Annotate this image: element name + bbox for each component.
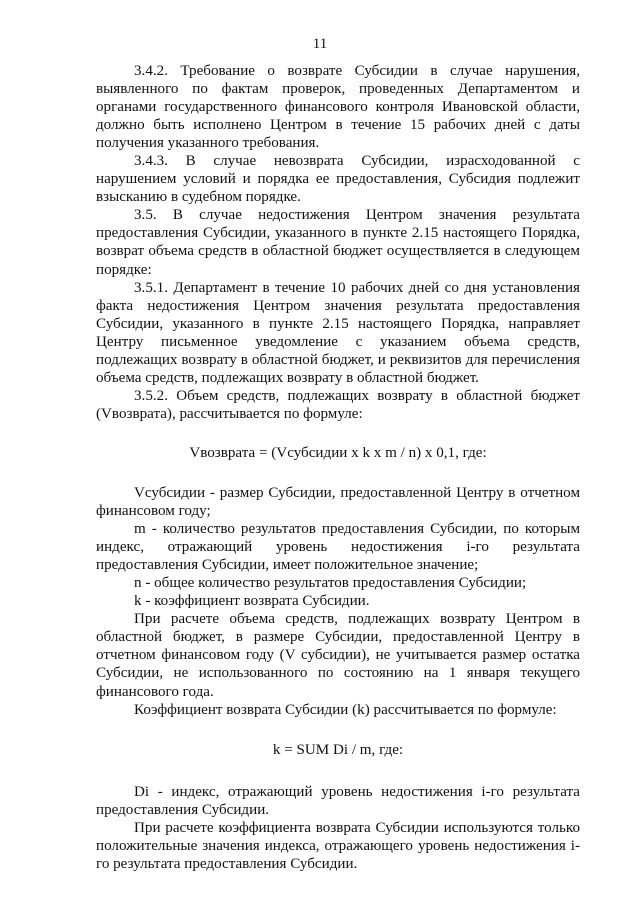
definition-k: k - коэффициент возврата Субсидии. [134, 593, 370, 610]
document-body [96, 62, 580, 873]
paragraph-3-4-2: 3.4.2. Требование о возврате Субсидии в случае нарушения, выявленного по фактам проверок, проведенных Департаментом и органами государственного финансового контроля Ивановской области, должно быть исполнено Центром в течение 15 рабочих дней с даты получения указанного требования. [96, 63, 580, 152]
definition-m: m - количество результатов предоставления Субсидии, по которым индекс, отражающий уровень недостижения i-го результата предоставления Субсидии, имеет положительное значение; [96, 521, 580, 574]
paragraph-3-5-1: 3.5.1. Департамент в течение 10 рабочих дней со дня установления факта недостижения Центром значения результата предоставления Субсидии, указанного в пункте 2.15 настоящего Порядка, направляет Центру письменное уведомление с указанием объема средств, подлежащих возврату в областной бюджет, и реквизитов для перечисления объема средств, подлежащих возврату в областной бюджет. [96, 279, 580, 386]
paragraph-positive-values: При расчете коэффициента возврата Субсидии используются только положительные значения индекса, отражающего уровень недостижения i-го результата предоставления Субсидии. [96, 819, 580, 872]
page-number: 11 [312, 36, 328, 52]
paragraph-3-4-3: 3.4.3. В случае невозврата Субсидии, израсходованной с нарушением условий и порядка ее предоставления, Субсидия подлежит взысканию в судебном порядке. [96, 153, 580, 206]
definition-n: n - общее количество результатов предоставления Субсидии; [134, 575, 527, 592]
paragraph-3-5: 3.5. В случае недостижения Центром значения результата предоставления Субсидии, указанного в пункте 2.15 настоящего Порядка, возврат объема средств в областной бюджет осуществляется в следующем порядке: [96, 207, 580, 278]
paragraph-3-5-2: 3.5.2. Объем средств, подлежащих возврату в областной бюджет (Vвозврата), рассчитывается по формуле: [96, 387, 580, 422]
paragraph-k-formula-intro: Коэффициент возврата Субсидии (k) рассчитывается по формуле: [134, 701, 557, 718]
paragraph-calculation-note: При расчете объема средств, подлежащих возврату Центром в областной бюджет, в размере Субсидии, предоставленной Центру в отчетном финансовом году (V субсидии), не учитывается размер остатка Субсидии, не использованного по состоянию на 1 января текущего финансового года. [96, 611, 580, 700]
definition-v-subsidy: Vсубсидии - размер Субсидии, предоставленной Центру в отчетном финансовом году; [96, 484, 580, 520]
formula-return-volume: Vвозврата = (Vсубсидии x k x m / n) x 0,1, где: [189, 444, 487, 461]
formula-k: k = SUM Di / m, где: [272, 741, 404, 758]
definition-di: Di - индекс, отражающий уровень недостижения i-го результата предоставления Субсидии. [96, 783, 580, 818]
